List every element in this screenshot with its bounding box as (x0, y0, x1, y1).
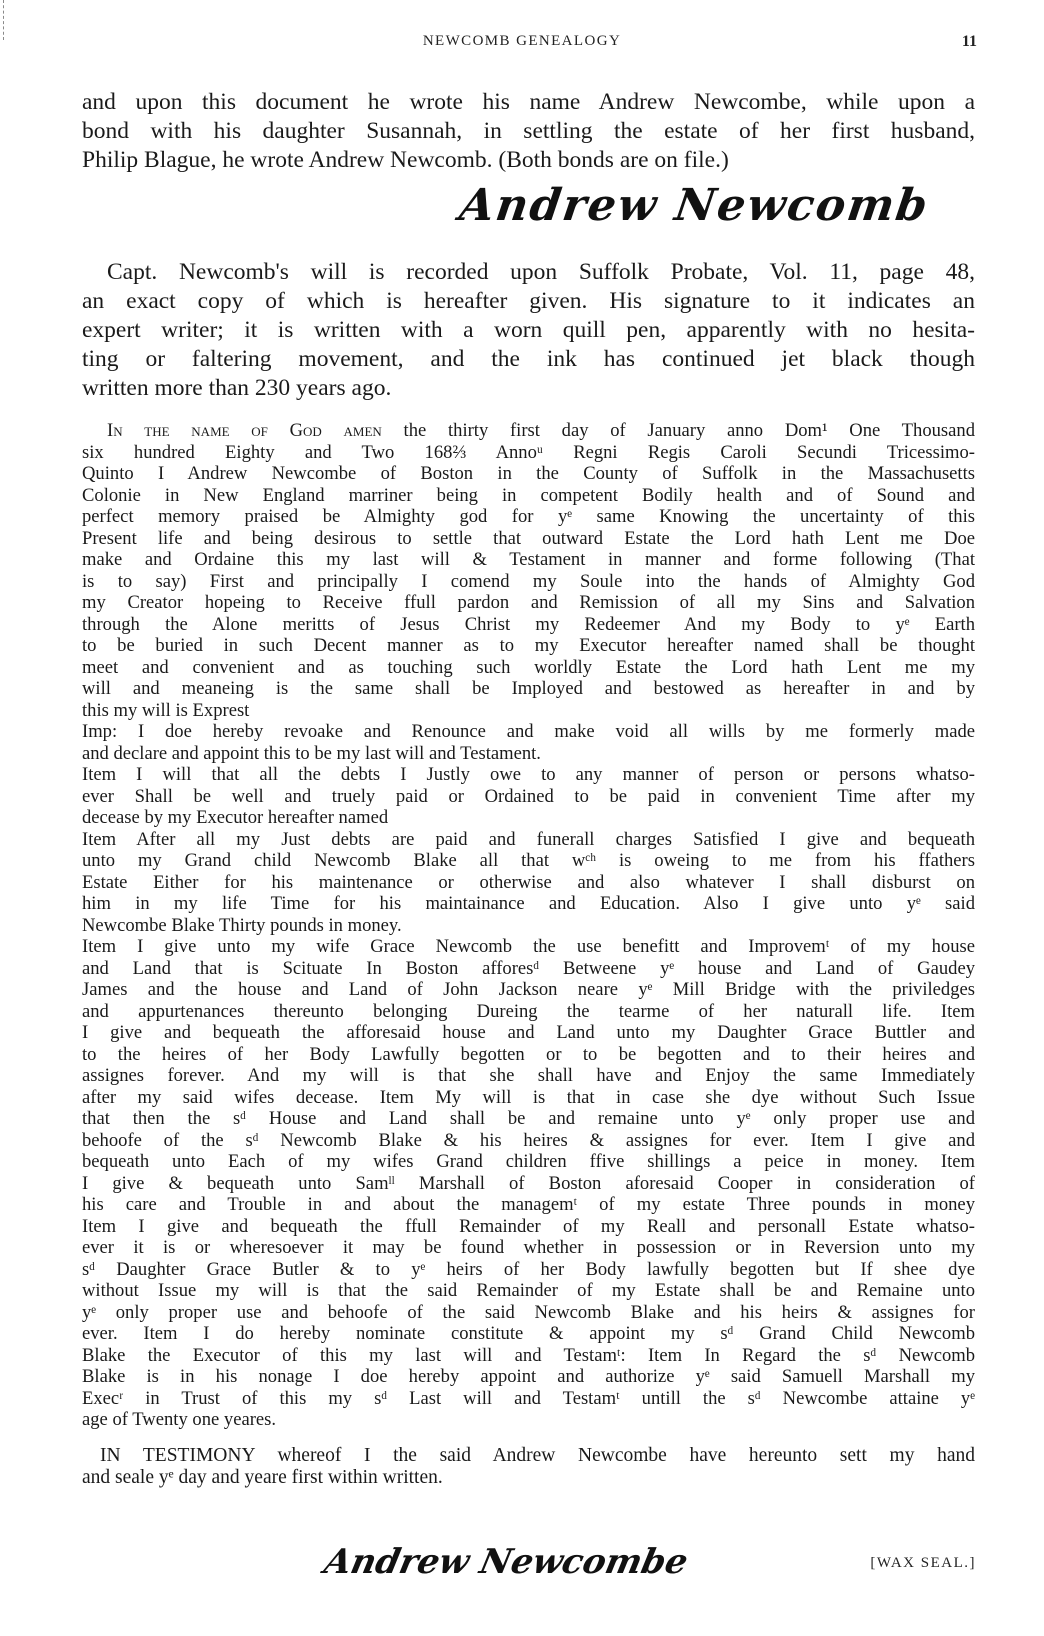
text-line: Blake the Executor of this my last will and Testamᵗ: Item In Regard the sᵈ Newcomb (82, 1344, 975, 1366)
text-line: an exact copy of which is hereafter given. His signature to it indicates an (82, 288, 975, 314)
text-line: and seale yᵉ day and yeare first within written. (82, 1466, 443, 1488)
text-line: James and the house and Land of John Jackson neare yᵉ Mill Bridge with the priviledges (82, 979, 975, 1000)
text-line: ever it is or wheresoever it may be found whether in possession or in Reversion unto my (82, 1237, 975, 1258)
text-line: assignes forever. And my will is that she shall have and Enjoy the same Immediately (82, 1065, 975, 1086)
text-line: Capt. Newcomb's will is recorded upon Suffolk Probate, Vol. 11, page 48, (107, 259, 975, 285)
text-line: sᵈ Daughter Grace Butler & to yᵉ heirs of her Body lawfully begotten but If shee dye (82, 1258, 975, 1280)
will-text (82, 420, 975, 1431)
text-line: I give and bequeath the afforesaid house and Land unto my Daughter Grace Buttler and (82, 1022, 975, 1043)
will-opening-lead: In the name of God amen (107, 420, 382, 441)
text-line: Imp: I doe hereby revoake and Renounce and make void all wills by me formerly made (82, 721, 975, 742)
will-opening-line (82, 420, 975, 442)
text-line: unto my Grand child Newcomb Blake all that wᶜʰ is oweing to me from his ffathers (82, 850, 975, 871)
text-line: my Creator hopeing to Receive ffull pardon and Remission of all my Sins and Salvation (82, 592, 975, 613)
text-line: to the heires of her Body Lawfully begotten or to be begotten and to their heires and (82, 1043, 975, 1065)
text-line: ever Shall be well and truely paid or Ordained to be paid in convenient Time after my (82, 785, 975, 807)
text-line: is to say) First and principally I comend my Soule into the hands of Almighty God (82, 570, 975, 592)
signature-icon: Andrew Newcombe (320, 1542, 692, 1582)
text-line: behoofe of the sᵈ Newcomb Blake & his heires & assignes for ever. Item I give and (82, 1129, 975, 1151)
running-title: NEWCOMB GENEALOGY (422, 33, 622, 49)
text-line: this my will is Exprest (82, 699, 250, 721)
text-line: age of Twenty one yeares. (82, 1409, 277, 1430)
text-line: ting or faltering movement, and the ink has continued jet black though (82, 346, 975, 372)
text-line: Item I give and bequeath the ffull Remainder of my Reall and personall Estate whatso- (82, 1215, 975, 1237)
running-head (0, 33, 1044, 57)
text-line: perfect memory praised be Almighty god for yᵉ same Knowing the uncertainty of this (82, 506, 975, 527)
text-line: through the Alone meritts of Jesus Christ my Redeemer And my Body to yᵉ Earth (82, 613, 975, 635)
intro-paragraph (82, 88, 975, 175)
text-line: and declare and appoint this to be my last will and Testament. (82, 742, 541, 764)
wax-seal-label: [WAX SEAL.] (870, 1555, 976, 1571)
text-line: Item I give unto my wife Grace Newcomb the use benefitt and Improvemᵗ of my house (82, 936, 975, 957)
text-line: six hundred Eighty and Two 168⅔ Annoᵘ Regni Regis Caroli Secundi Tricessimo- (82, 441, 975, 463)
text-line: Quinto I Andrew Newcombe of Boston in the County of Suffolk in the Massachusetts (82, 463, 975, 484)
text-line: that then the sᵈ House and Land shall be and remaine unto yᵉ only proper use and (82, 1108, 975, 1129)
will-opening-rest: the thirty first day of January anno Dom¹ One Thousand (381, 420, 975, 441)
text-line: Blake is in his nonage I doe hereby appoint and authorize yᵉ said Samuell Marshall my (82, 1366, 975, 1387)
text-line: Colonie in New England marriner being in competent Bodily health and of Sound and (82, 484, 975, 506)
signature-icon: Andrew Newcomb (456, 180, 933, 231)
text-line: and appurtenances thereunto belonging Dureing the tearme of her naturall life. Item (82, 1000, 975, 1022)
text-line: ever. Item I do hereby nominate constitute & appoint my sᵈ Grand Child Newcomb (82, 1323, 975, 1344)
text-line: to be buried in such Decent manner as to my Executor hereafter named shall be thought (82, 635, 975, 656)
text-line: Item After all my Just debts are paid and funerall charges Satisfied I give and bequeath (82, 828, 975, 850)
text-line: Execʳ in Trust of this my sᵈ Last will and Testamᵗ untill the sᵈ Newcombe attaine yᵉ (82, 1387, 975, 1409)
text-line: and upon this document he wrote his name Andrew Newcombe, while upon a (82, 89, 975, 115)
text-line: I give & bequeath unto Samˡˡ Marshall of Boston aforesaid Cooper in consideration of (82, 1172, 975, 1194)
text-line: Newcombe Blake Thirty pounds in money. (82, 914, 402, 936)
text-line: Present life and being desirous to settle that outward Estate the Lord hath Lent me Doe (82, 527, 975, 549)
text-line: Philip Blague, he wrote Andrew Newcomb. (Both bonds are on file.) (82, 147, 729, 173)
text-line: written more than 230 years ago. (82, 375, 392, 401)
text-line: Estate Either for his maintenance or otherwise and also whatever I shall disburst on (82, 871, 975, 893)
page-number: 11 (961, 33, 977, 50)
text-line: and Land that is Scituate In Boston afforesᵈ Betweene yᵉ house and Land of Gaudey (82, 957, 975, 979)
text-line: his care and Trouble in and about the managemᵗ of my estate Three pounds in money (82, 1194, 975, 1215)
text-line: will and meaneing is the same shall be Imployed and bestowed as hereafter in and by (82, 678, 975, 699)
text-line: make and Ordaine this my last will & Testament in manner and forme following (That (82, 549, 975, 570)
text-line: bond with his daughter Susannah, in settling the estate of her first husband, (82, 118, 975, 144)
text-line: yᵉ only proper use and behoofe of the said Newcomb Blake and his heirs & assignes for (82, 1301, 975, 1323)
text-line: meet and convenient and as touching such worldly Estate the Lord hath Lent me my (82, 656, 975, 678)
text-line: decease by my Executor hereafter named (82, 807, 389, 828)
testimony-paragraph (82, 1445, 975, 1488)
text-line: IN TESTIMONY whereof I the said Andrew Newcombe have hereunto sett my hand (100, 1445, 975, 1466)
text-line: bequeath unto Each of my wifes Grand children ffive shillings a peice in money. Item (82, 1151, 975, 1172)
text-line: him in my life Time for his maintainance and Education. Also I give unto yᵉ said (82, 893, 975, 914)
text-line: expert writer; it is written with a worn quill pen, apparently with no hesita- (82, 317, 975, 343)
text-line: after my said wifes decease. Item My will is that in case she dye without Such Issue (82, 1086, 975, 1108)
text-line: Item I will that all the debts I Justly owe to any manner of person or persons whatso- (82, 764, 975, 785)
will-record-paragraph (82, 258, 975, 403)
text-line: without Issue my will is that the said Remainder of my Estate shall be and Remaine unto (82, 1280, 975, 1301)
